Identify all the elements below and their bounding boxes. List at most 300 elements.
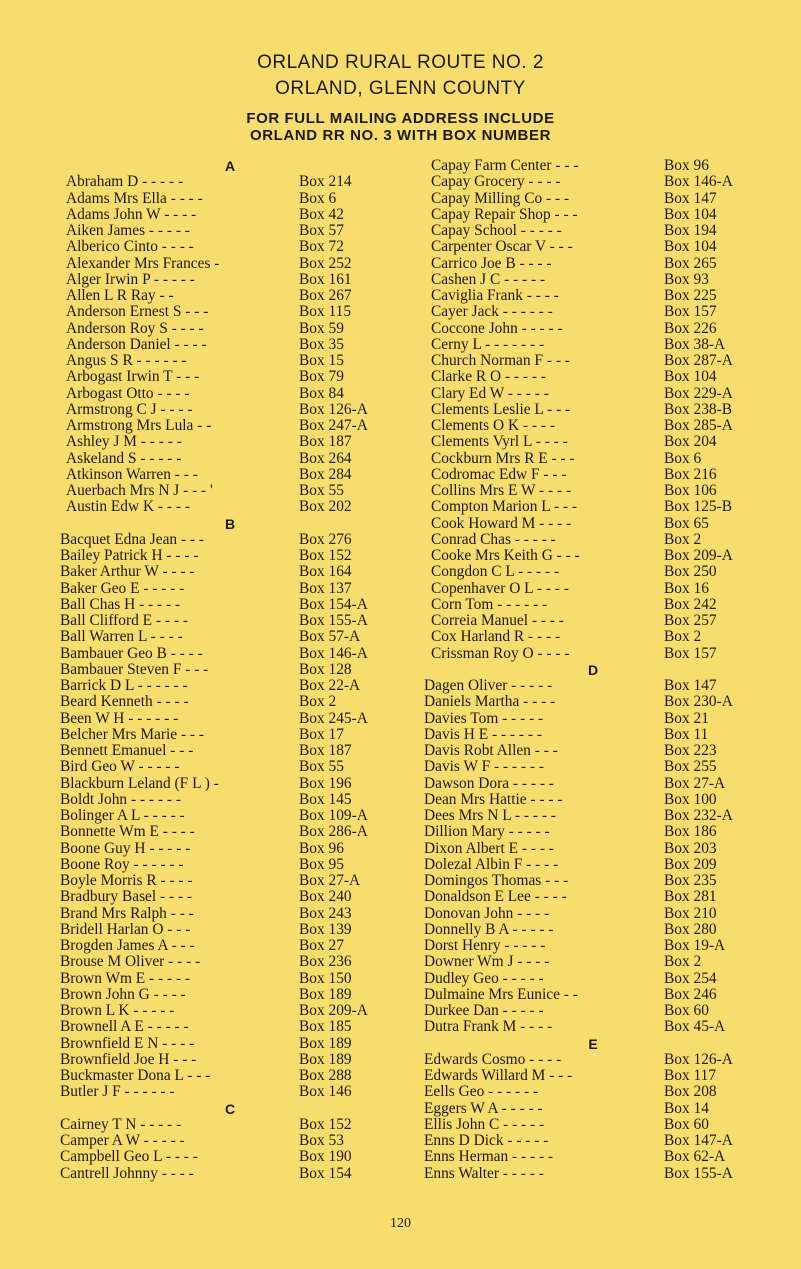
directory-entry [421,499,767,515]
entry-name: Anderson Daniel - - - - [66,335,207,353]
entry-box-number: Box 104 [664,368,717,386]
entry-name: Armstrong C J - - - - [66,400,193,418]
entry-box-number: Box 185 [299,1018,352,1036]
entry-box-number: Box 209-A [664,547,733,564]
entry-name: Bambauer Steven F - - - [60,660,209,678]
entry-name: Cayer Jack - - - - - - [431,303,553,321]
entry-box-number: Box 53 [299,1132,344,1149]
directory-entry [58,987,400,1003]
entry-box-number: Box 128 [299,660,352,678]
entry-name: Arbogast Irwin T - - - [66,368,200,386]
entry-box-number: Box 245-A [299,709,368,727]
entry-box-number: Box 246 [664,985,717,1003]
directory-entry [58,824,400,840]
directory-entry [421,564,767,580]
mailing-note-line1: FOR FULL MAILING ADDRESS INCLUDE [246,110,555,127]
entry-name: Abraham D - - - - - [66,173,184,191]
entry-name: Crissman Roy O - - - - [431,644,570,662]
entry-name: Clements Vyrl L - - - - [431,433,568,451]
directory-entry [58,256,400,272]
directory-entry [421,1117,767,1133]
entry-name: Dolezal Albin F - - - - [424,855,559,873]
entry-name: Clary Ed W - - - - - [431,384,549,402]
entry-box-number: Box 226 [664,319,717,337]
directory-entry [421,174,767,190]
entry-name: Boone Roy - - - - - - [60,855,184,873]
directory-entry [58,402,400,418]
entry-name: Ball Clifford E - - - - [60,612,188,629]
directory-entry [58,174,400,190]
directory-entry [421,792,767,808]
entry-box-number: Box 146-A [664,173,733,191]
entry-name: Angus S R - - - - - - [66,352,187,369]
entry-box-number: Box 267 [299,287,352,304]
entry-box-number: Box 232-A [664,807,733,824]
entry-box-number: Box 225 [664,287,717,304]
directory-entry [58,272,400,288]
entry-name: Bambauer Geo B - - - - [60,644,203,662]
entry-box-number: Box 2 [664,628,702,646]
directory-entry [421,288,767,304]
entry-name: Edwards Cosmo - - - - [424,1050,562,1068]
directory-entry [421,678,767,694]
entry-name: Boone Guy H - - - - - [60,839,191,857]
directory-entry [421,337,767,353]
entry-box-number: Box 216 [664,465,717,483]
entry-box-number: Box 285-A [664,417,733,434]
directory-entry [421,727,767,743]
entry-box-number: Box 257 [664,612,717,629]
entry-box-number: Box 284 [299,465,352,483]
entry-box-number: Box 139 [299,920,352,938]
directory-entry [58,808,400,824]
entry-name: Domingos Thomas - - - [424,872,569,889]
directory-entry [58,418,400,434]
page-number: 120 [390,1216,411,1231]
entry-box-number: Box 187 [299,742,352,759]
entry-box-number: Box 187 [299,433,352,451]
entry-box-number: Box 57 [299,222,344,239]
entry-box-number: Box 55 [299,758,344,776]
entry-name: Cockburn Mrs R E - - - [431,449,575,467]
entry-box-number: Box 147 [664,189,717,207]
directory-entry [421,1084,767,1100]
entry-name: Enns Herman - - - - - [424,1148,554,1166]
directory-entry [421,548,767,564]
entry-box-number: Box 288 [299,1067,352,1084]
directory-entry [58,922,400,938]
directory-entry [421,321,767,337]
directory-entry [421,922,767,938]
entry-box-number: Box 104 [664,205,717,223]
entry-name: Donovan John - - - - [424,904,550,922]
entry-name: Capay School - - - - - [431,222,562,239]
entry-name: Butler J F - - - - - - [60,1083,175,1101]
entry-box-number: Box 196 [299,774,352,792]
directory-entry [58,532,400,548]
directory-entry [421,581,767,597]
entry-name: Brown Wm E - - - - - [60,969,191,987]
directory-entry [58,776,400,792]
directory-entry [58,499,400,515]
entry-name: Askeland S - - - - - [66,449,182,467]
directory-entry [421,434,767,450]
entry-name: Clarke R O - - - - - [431,368,546,386]
entry-box-number: Box 152 [299,1115,352,1133]
entry-name: Alger Irwin P - - - - - [66,270,195,288]
entry-box-number: Box 42 [299,205,344,223]
section-letter: B [224,515,236,532]
directory-entry [58,467,400,483]
entry-box-number: Box 190 [299,1148,352,1166]
entry-name: Campbell Geo L - - - - [60,1148,198,1166]
directory-entry [58,288,400,304]
entry-name: Arbogast Otto - - - - [66,384,190,402]
directory-entry [58,564,400,580]
entry-box-number: Box 57-A [299,628,361,646]
entry-box-number: Box 287-A [664,352,733,369]
directory-entry [58,239,400,255]
entry-name: Alexander Mrs Frances - [66,254,220,272]
entry-box-number: Box 147-A [664,1132,733,1149]
entry-box-number: Box 147 [664,677,717,694]
entry-box-number: Box 6 [299,189,337,207]
directory-entry [421,629,767,645]
directory-entry [421,711,767,727]
directory-entry [421,158,767,174]
entry-box-number: Box 6 [664,449,702,467]
directory-entry [58,889,400,905]
directory-entry [421,694,767,710]
entry-name: Cairney T N - - - - - [60,1115,182,1133]
section-letter: A [224,158,236,174]
entry-name: Dudley Geo - - - - - [424,969,544,987]
directory-entry [58,321,400,337]
entry-name: Bennett Emanuel - - - [60,742,194,759]
entry-box-number: Box 154-A [299,595,368,613]
entry-name: Capay Repair Shop - - - [431,205,578,223]
entry-name: Atkinson Warren - - - [66,465,198,483]
entry-box-number: Box 27 [299,937,344,954]
entry-name: Eells Geo - - - - - - [424,1083,539,1101]
entry-name: Bolinger A L - - - - - [60,807,185,824]
entry-name: Compton Marion L - - - [431,498,578,516]
entry-name: Dutra Frank M - - - - [424,1018,553,1036]
entry-box-number: Box 145 [299,790,352,808]
directory-entry [58,451,400,467]
entry-name: Bacquet Edna Jean - - - [60,530,205,548]
directory-entry [58,223,400,239]
directory-entry [58,337,400,353]
entry-name: Capay Grocery - - - - [431,173,561,191]
section-letter: E [588,1035,598,1052]
entry-name: Capay Farm Center - - - [431,157,579,174]
entry-name: Boldt John - - - - - - [60,790,181,808]
entry-box-number: Box 65 [664,514,709,532]
directory-entry [421,906,767,922]
entry-name: Edwards Willard M - - - [424,1067,573,1084]
entry-name: Bridell Harlan O - - - [60,920,191,938]
entry-name: Conrad Chas - - - - - [431,530,556,548]
directory-entry [421,841,767,857]
directory-entry [421,808,767,824]
entry-box-number: Box 202 [299,498,352,516]
directory-entry [58,727,400,743]
directory-entry [58,857,400,873]
entry-name: Blackburn Leland (F L ) - [60,774,219,792]
entry-box-number: Box 157 [664,644,717,662]
entry-name: Copenhaver O L - - - - [431,579,569,597]
entry-box-number: Box 79 [299,368,344,386]
entry-name: Adams Mrs Ella - - - - [66,189,203,207]
directory-entry [421,353,767,369]
entry-box-number: Box 45-A [664,1018,726,1036]
entry-box-number: Box 210 [664,904,717,922]
entry-box-number: Box 265 [664,254,717,272]
entry-box-number: Box 2 [664,530,702,548]
directory-entry [58,743,400,759]
entry-name: Brownell A E - - - - - [60,1018,189,1036]
directory-entry [421,873,767,889]
entry-box-number: Box 194 [664,222,717,239]
left-column [58,158,400,1182]
directory-entry [421,987,767,1003]
entry-name: Ellis John C - - - - - [424,1115,545,1133]
entry-name: Donaldson E Lee - - - - [424,888,567,906]
entry-box-number: Box 214 [299,173,352,191]
entry-name: Brown L K - - - - - [60,1002,175,1019]
directory-entry [58,1068,400,1084]
entry-name: Dulmaine Mrs Eunice - - [424,985,578,1003]
directory-entry [58,1117,400,1133]
entry-name: Donnelly B A - - - - - [424,920,554,938]
directory-entry [58,483,400,499]
entry-name: Carrico Joe B - - - - [431,254,552,272]
directory-entry [421,304,767,320]
entry-box-number: Box 229-A [664,384,733,402]
entry-box-number: Box 21 [664,709,709,727]
directory-entry [58,938,400,954]
entry-box-number: Box 22-A [299,677,361,694]
entry-name: Daniels Martha - - - - [424,693,556,711]
directory-entry [58,841,400,857]
entry-name: Dixon Albert E - - - - [424,839,554,857]
entry-name: Bradbury Basel - - - - [60,888,193,906]
directory-entry [421,1068,767,1084]
entry-name: Collins Mrs E W - - - - [431,482,572,499]
entry-box-number: Box 84 [299,384,344,402]
directory-entry [58,873,400,889]
directory-entry [58,954,400,970]
entry-name: Correia Manuel - - - - [431,612,564,629]
directory-entry [58,1084,400,1100]
entry-box-number: Box 250 [664,563,717,581]
entry-box-number: Box 208 [664,1083,717,1101]
mailing-note-line2: ORLAND RR NO. 3 WITH BOX NUMBER [249,127,552,144]
directory-entry [421,532,767,548]
directory-entry [58,646,400,662]
entry-name: Capay Milling Co - - - [431,189,570,207]
directory-entry [421,402,767,418]
directory-entry [58,191,400,207]
entry-name: Davis W F - - - - - - [424,758,544,776]
entry-name: Anderson Ernest S - - - [66,303,209,321]
entry-name: Ball Warren L - - - - [60,628,183,646]
entry-name: Austin Edw K - - - - [66,498,190,516]
entry-name: Baker Geo E - - - - - [60,579,185,597]
entry-box-number: Box 126-A [664,1050,733,1068]
entry-box-number: Box 189 [299,1050,352,1068]
entry-box-number: Box 161 [299,270,352,288]
entry-box-number: Box 27-A [299,872,361,889]
directory-entry [421,1003,767,1019]
entry-name: Dillion Mary - - - - - [424,823,550,841]
entry-name: Allen L R Ray - - [66,287,174,304]
directory-entry [58,548,400,564]
directory-entry [421,386,767,402]
entry-name: Cook Howard M - - - - [431,514,572,532]
directory-entry [421,824,767,840]
entry-name: Clements Leslie L - - - [431,400,571,418]
right-column [421,158,767,1182]
page-title-line2: ORLAND, GLENN COUNTY [275,78,526,99]
entry-name: Camper A W - - - - - [60,1132,185,1149]
entry-name: Auerbach Mrs N J - - - ' [66,482,213,499]
directory-entry [421,191,767,207]
entry-box-number: Box 157 [664,303,717,321]
entry-box-number: Box 155-A [299,612,368,629]
entry-name: Aiken James - - - - - [66,222,190,239]
entry-name: Dean Mrs Hattie - - - - [424,790,563,808]
entry-box-number: Box 186 [664,823,717,841]
entry-box-number: Box 100 [664,790,717,808]
directory-entry [58,759,400,775]
directory-entry [421,239,767,255]
entry-name: Dawson Dora - - - - - [424,774,554,792]
directory-entry [58,971,400,987]
directory-entry [421,938,767,954]
entry-box-number: Box 189 [299,1034,352,1052]
directory-entry [421,483,767,499]
entry-name: Codromac Edw F - - - [431,465,567,483]
entry-name: Adams John W - - - - [66,205,197,223]
entry-box-number: Box 104 [664,238,717,256]
directory-entry [421,597,767,613]
entry-name: Bonnette Wm E - - - - [60,823,195,841]
entry-box-number: Box 55 [299,482,344,499]
directory-entry [421,207,767,223]
directory-entry [58,304,400,320]
entry-box-number: Box 2 [299,693,337,711]
entry-box-number: Box 15 [299,352,344,369]
entry-name: Enns Walter - - - - - [424,1164,544,1182]
entry-box-number: Box 60 [664,1115,709,1133]
entry-box-number: Box 126-A [299,400,368,418]
directory-entry [58,1036,400,1052]
directory-entry [421,1101,767,1117]
directory-entry [58,694,400,710]
entry-box-number: Box 14 [664,1099,709,1117]
entry-name: Anderson Roy S - - - - [66,319,204,337]
entry-name: Alberico Cinto - - - - [66,238,194,256]
directory-entry [58,1003,400,1019]
directory-entry [421,971,767,987]
entry-name: Durkee Dan - - - - - [424,1002,544,1019]
directory-entry [58,1166,400,1182]
entry-box-number: Box 95 [299,855,344,873]
entry-box-number: Box 235 [664,872,717,889]
entry-name: Been W H - - - - - - [60,709,179,727]
directory-entry [58,581,400,597]
entry-box-number: Box 19-A [664,937,726,954]
directory-entry [421,369,767,385]
entry-box-number: Box 240 [299,888,352,906]
entry-box-number: Box 254 [664,969,717,987]
entry-box-number: Box 281 [664,888,717,906]
directory-entry [58,353,400,369]
entry-box-number: Box 209-A [299,1002,368,1019]
directory-entry [421,646,767,662]
directory-entry [421,759,767,775]
entry-name: Bird Geo W - - - - - [60,758,180,776]
directory-entry [421,256,767,272]
entry-box-number: Box 155-A [664,1164,733,1182]
entry-name: Caviglia Frank - - - - [431,287,559,304]
directory-entry [58,369,400,385]
entry-box-number: Box 115 [299,303,352,321]
section-letter: C [224,1100,236,1117]
entry-box-number: Box 72 [299,238,344,256]
entry-box-number: Box 252 [299,254,352,272]
entry-box-number: Box 164 [299,563,352,581]
directory-entry [421,889,767,905]
entry-box-number: Box 286-A [299,823,368,841]
entry-name: Brown John G - - - - [60,985,186,1003]
entry-box-number: Box 137 [299,579,352,597]
directory-entry [58,678,400,694]
entry-name: Corn Tom - - - - - - [431,595,548,613]
entry-box-number: Box 242 [664,595,717,613]
entry-box-number: Box 189 [299,985,352,1003]
entry-name: Brand Mrs Ralph - - - [60,904,194,922]
entry-box-number: Box 152 [299,547,352,564]
entry-box-number: Box 60 [664,1002,709,1019]
entry-box-number: Box 223 [664,742,717,759]
entry-name: Church Norman F - - - [431,352,570,369]
entry-name: Eggers W A - - - - - [424,1099,543,1117]
entry-name: Belcher Mrs Marie - - - [60,725,205,743]
entry-box-number: Box 255 [664,758,717,776]
entry-box-number: Box 96 [664,157,709,174]
directory-entry [58,629,400,645]
directory-entry [58,597,400,613]
entry-box-number: Box 230-A [664,693,733,711]
directory-entry [58,1133,400,1149]
directory-entry [421,613,767,629]
directory-entry [421,954,767,970]
entry-name: Bailey Patrick H - - - - [60,547,199,564]
entry-box-number: Box 117 [664,1067,717,1084]
entry-box-number: Box 276 [299,530,352,548]
entry-name: Davies Tom - - - - - [424,709,544,727]
entry-box-number: Box 38-A [664,335,726,353]
directory-entry [421,743,767,759]
entry-box-number: Box 2 [664,953,702,971]
entry-box-number: Box 154 [299,1164,352,1182]
entry-box-number: Box 17 [299,725,344,743]
directory-entry [421,272,767,288]
entry-box-number: Box 146 [299,1083,352,1101]
